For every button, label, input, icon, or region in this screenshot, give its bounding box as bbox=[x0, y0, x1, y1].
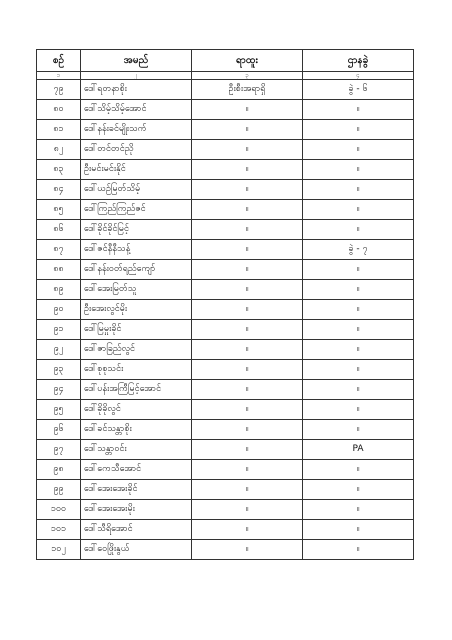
cell-name: ဒေါ်နန်းခင်မျိုးသက် bbox=[81, 120, 192, 140]
cell-position: ။ bbox=[192, 440, 303, 460]
cell-position: ။ bbox=[192, 200, 303, 220]
cell-department: ။ bbox=[303, 420, 414, 440]
cell-position: ။ bbox=[192, 520, 303, 540]
table-row bbox=[37, 320, 414, 340]
cell-position: ။ bbox=[192, 500, 303, 520]
cell-position: ။ bbox=[192, 420, 303, 440]
table-row bbox=[37, 540, 414, 560]
cell-name: ဒေါ်ကေသီအောင် bbox=[81, 460, 192, 480]
cell-position: ။ bbox=[192, 220, 303, 240]
cell-position: ။ bbox=[192, 340, 303, 360]
cell-name: ဒေါ်ယဉ်မြတ်သိမ့် bbox=[81, 180, 192, 200]
header-serial: စဉ် bbox=[37, 50, 81, 72]
table-row bbox=[37, 340, 414, 360]
cell-serial: ၉၂ bbox=[37, 340, 81, 360]
cell-position: ။ bbox=[192, 540, 303, 560]
cell-department: ။ bbox=[303, 400, 414, 420]
cell-serial: ၉၈ bbox=[37, 460, 81, 480]
table-row bbox=[37, 300, 414, 320]
cell-name: ဒေါ်မြမှုးခိုင် bbox=[81, 320, 192, 340]
table-row bbox=[37, 140, 414, 160]
cell-name: ဦးအေးလွင်မိုး bbox=[81, 300, 192, 320]
cell-department: ။ bbox=[303, 360, 414, 380]
cell-department: ။ bbox=[303, 200, 414, 220]
table-row bbox=[37, 460, 414, 480]
cell-position: ။ bbox=[192, 400, 303, 420]
cell-department: PA bbox=[303, 440, 414, 460]
cell-department: ။ bbox=[303, 120, 414, 140]
table-row bbox=[37, 160, 414, 180]
cell-name: ဒေါ်ကြည်ကြည်ဇင် bbox=[81, 200, 192, 220]
cell-department: ။ bbox=[303, 160, 414, 180]
column-index-1: ၁ bbox=[37, 72, 81, 80]
table-row bbox=[37, 480, 414, 500]
cell-name: ဒေါ်သန္တာဝင်း bbox=[81, 440, 192, 460]
cell-name: ဒေါ်အေးအေးခိုင် bbox=[81, 480, 192, 500]
cell-name: ဒေါ်ဇာခြည်လွင် bbox=[81, 340, 192, 360]
cell-serial: ၉၆ bbox=[37, 420, 81, 440]
cell-serial: ၈၇ bbox=[37, 240, 81, 260]
cell-name: ဒေါ်နန်းဝတ်ရည်ကျော် bbox=[81, 260, 192, 280]
cell-name: ဒေါ်သိမ့်သိမ့်အောင် bbox=[81, 100, 192, 120]
table-row bbox=[37, 220, 414, 240]
cell-serial: ၈၆ bbox=[37, 220, 81, 240]
table-row bbox=[37, 360, 414, 380]
cell-name: ဦးမင်းမင်းနိုင် bbox=[81, 160, 192, 180]
cell-name: ဒေါ်အေးအေးမိုး bbox=[81, 500, 192, 520]
cell-position: ။ bbox=[192, 100, 303, 120]
table-row bbox=[37, 240, 414, 260]
table-row bbox=[37, 180, 414, 200]
cell-serial: ၉၃ bbox=[37, 360, 81, 380]
column-index-4: ၄ bbox=[303, 72, 414, 80]
cell-position: ။ bbox=[192, 240, 303, 260]
cell-name: ဒေါ်ရတနာစိုး bbox=[81, 80, 192, 100]
table-row bbox=[37, 440, 414, 460]
table-row bbox=[37, 420, 414, 440]
header-position: ရာထူး bbox=[192, 50, 303, 72]
column-index-3: ၃ bbox=[192, 72, 303, 80]
cell-department: ။ bbox=[303, 260, 414, 280]
cell-name: ဒေါ်စုစုသင်း bbox=[81, 360, 192, 380]
cell-name: ဒေါ်ဇင်နီနီသန့် bbox=[81, 240, 192, 260]
table-row bbox=[37, 120, 414, 140]
cell-position: ။ bbox=[192, 480, 303, 500]
cell-serial: ၉၄ bbox=[37, 380, 81, 400]
table-row bbox=[37, 400, 414, 420]
cell-position: ။ bbox=[192, 120, 303, 140]
cell-department: ။ bbox=[303, 540, 414, 560]
cell-department: ။ bbox=[303, 380, 414, 400]
cell-department: ။ bbox=[303, 460, 414, 480]
cell-position: ။ bbox=[192, 140, 303, 160]
column-index-row bbox=[37, 72, 414, 80]
cell-serial: ၈၄ bbox=[37, 180, 81, 200]
cell-name: ဒေါ်ဝေဖြိုးနွယ် bbox=[81, 540, 192, 560]
cell-serial: ၁၀၂ bbox=[37, 540, 81, 560]
cell-serial: ၁၀၁ bbox=[37, 520, 81, 540]
cell-position: ။ bbox=[192, 280, 303, 300]
table-body bbox=[37, 80, 414, 560]
cell-name: ဒေါ်သီရိအောင် bbox=[81, 520, 192, 540]
cell-department: ။ bbox=[303, 280, 414, 300]
cell-serial: ၁၀၀ bbox=[37, 500, 81, 520]
cell-position: ဦးစီးအရာရှိ bbox=[192, 80, 303, 100]
cell-department: ။ bbox=[303, 520, 414, 540]
table-row bbox=[37, 280, 414, 300]
cell-position: ။ bbox=[192, 460, 303, 480]
cell-serial: ၉၁ bbox=[37, 320, 81, 340]
cell-position: ။ bbox=[192, 300, 303, 320]
cell-name: ဒေါ်ခင်သန္တာစိုး bbox=[81, 420, 192, 440]
cell-department: ။ bbox=[303, 500, 414, 520]
cell-serial: ၈၅ bbox=[37, 200, 81, 220]
cell-serial: ၉၉ bbox=[37, 480, 81, 500]
cell-serial: ၈၃ bbox=[37, 160, 81, 180]
cell-serial: ၉၅ bbox=[37, 400, 81, 420]
cell-department: ။ bbox=[303, 180, 414, 200]
cell-position: ။ bbox=[192, 180, 303, 200]
cell-department: ခွဲ - ၇ bbox=[303, 240, 414, 260]
cell-serial: ၈၀ bbox=[37, 100, 81, 120]
cell-department: ။ bbox=[303, 140, 414, 160]
cell-name: ဒေါ်ပန်းအကြီမြင့်အောင် bbox=[81, 380, 192, 400]
cell-department: ။ bbox=[303, 220, 414, 240]
cell-position: ။ bbox=[192, 380, 303, 400]
table-row bbox=[37, 500, 414, 520]
header-name: အမည် bbox=[81, 50, 192, 72]
column-index-2: ၂ bbox=[81, 72, 192, 80]
table-row bbox=[37, 520, 414, 540]
cell-serial: ၇၉ bbox=[37, 80, 81, 100]
table-row bbox=[37, 100, 414, 120]
cell-serial: ၈၈ bbox=[37, 260, 81, 280]
cell-position: ။ bbox=[192, 320, 303, 340]
cell-serial: ၉၇ bbox=[37, 440, 81, 460]
cell-name: ဒေါ်အေးမြတ်သူ bbox=[81, 280, 192, 300]
header-row bbox=[37, 50, 414, 72]
cell-position: ။ bbox=[192, 260, 303, 280]
cell-position: ။ bbox=[192, 360, 303, 380]
cell-name: ဒေါ်ခိုခိုလွင် bbox=[81, 400, 192, 420]
table-row bbox=[37, 260, 414, 280]
cell-serial: ၈၉ bbox=[37, 280, 81, 300]
cell-department: ။ bbox=[303, 300, 414, 320]
cell-position: ။ bbox=[192, 160, 303, 180]
cell-department: ။ bbox=[303, 340, 414, 360]
staff-table bbox=[36, 49, 414, 560]
cell-name: ဒေါ်တင်တင်ညို bbox=[81, 140, 192, 160]
cell-serial: ၉၀ bbox=[37, 300, 81, 320]
cell-department: ။ bbox=[303, 100, 414, 120]
cell-serial: ၈၁ bbox=[37, 120, 81, 140]
table-row bbox=[37, 80, 414, 100]
table-row bbox=[37, 200, 414, 220]
cell-department: ။ bbox=[303, 480, 414, 500]
cell-serial: ၈၂ bbox=[37, 140, 81, 160]
cell-name: ဒေါ်ခိုင်ခိုင်မြင့် bbox=[81, 220, 192, 240]
header-department: ဌာနခွဲ bbox=[303, 50, 414, 72]
cell-department: ။ bbox=[303, 320, 414, 340]
cell-department: ခွဲ - ၆ bbox=[303, 80, 414, 100]
table-row bbox=[37, 380, 414, 400]
